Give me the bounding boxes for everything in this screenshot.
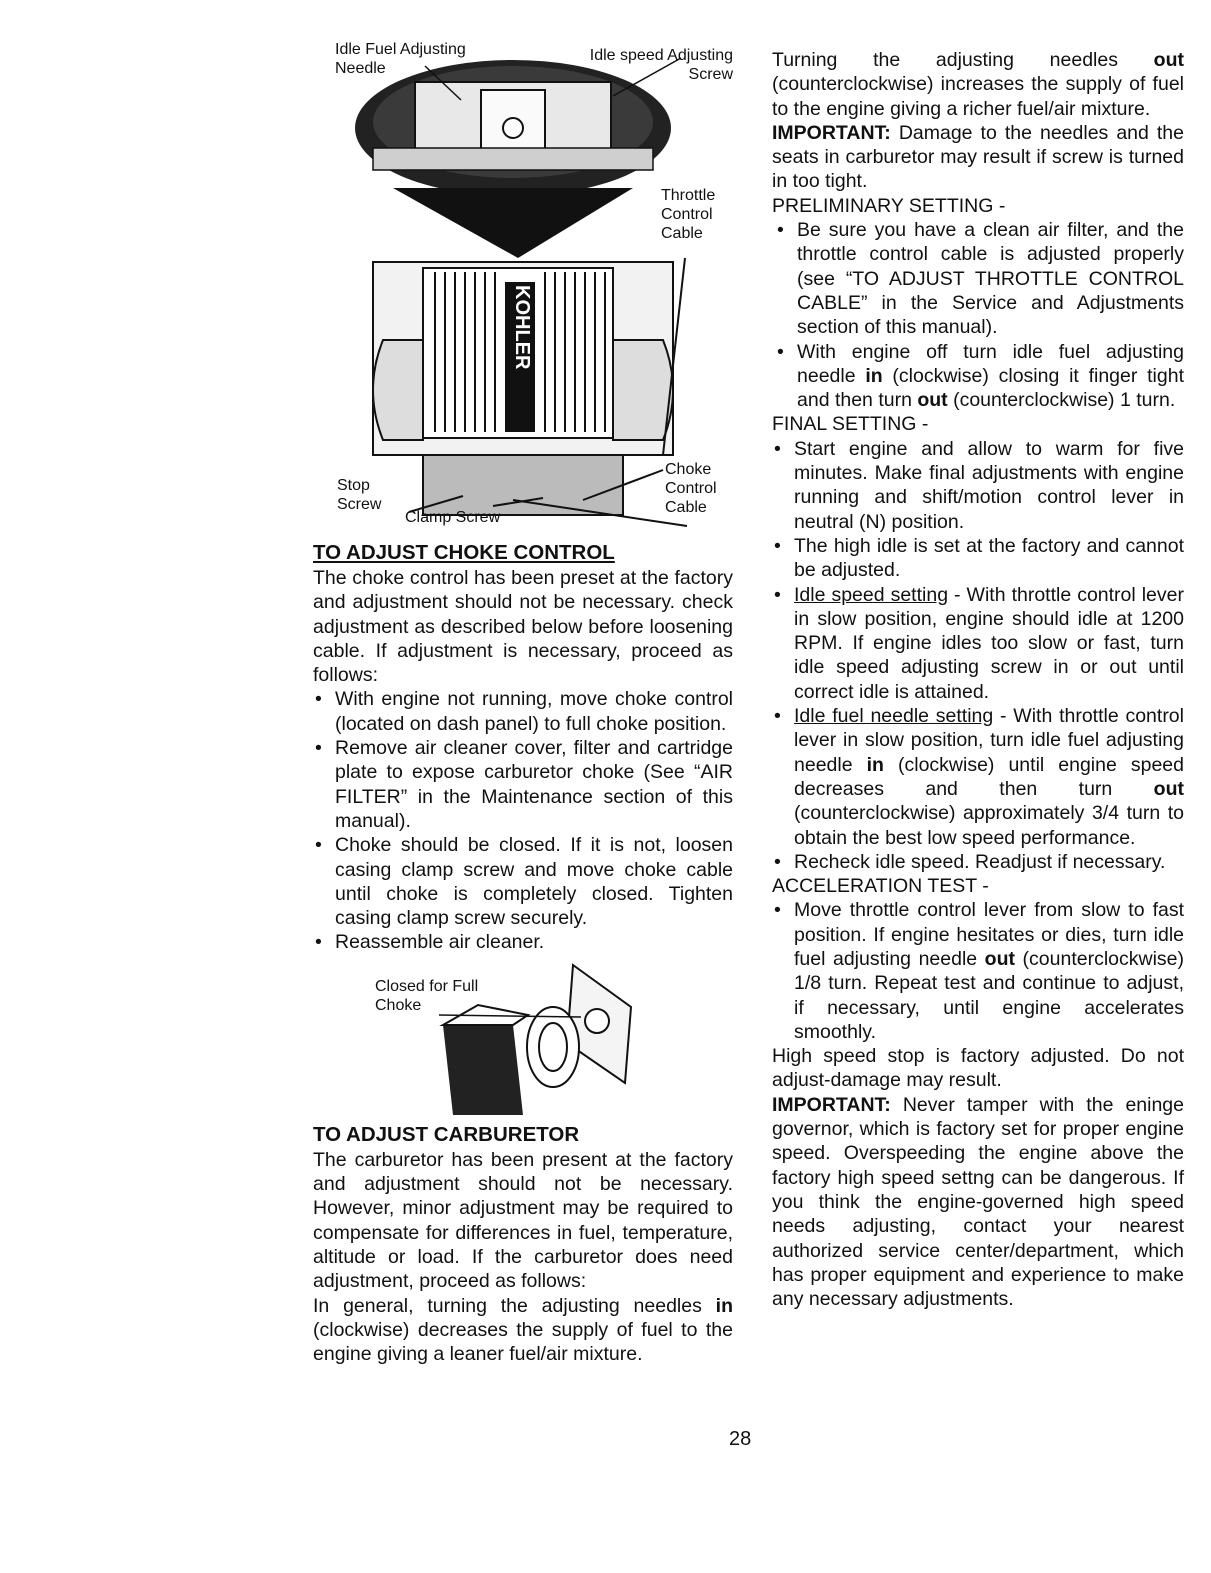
preliminary-step-air-filter: • Be sure you have a clean air filter, and the throttle control cable is adjusted properly (see “TO ADJUST THROTTLE CONTROL CABLE” in the Service and Adjustments section of this manual). — [772, 218, 1184, 339]
important-note-2: IMPORTANT: Never tamper with the eninge governor, which is factory set for proper engine speed. Overspeeding the engine above the factory high speed settng can be dangerous. If you think the engine-governed high speed needs adjusting, contact your nearest authorized service center/department, which has proper equipment and experience to make any necessary adjustments. — [772, 1093, 1184, 1311]
choke-step-4: • Reassemble air cleaner. — [313, 930, 733, 954]
stop-screw-callout: Stop Screw — [337, 477, 382, 513]
idle-fuel-needle-callout: Idle Fuel Adjusting Needle — [335, 41, 466, 77]
final-setting-heading: FINAL SETTING - — [772, 413, 929, 436]
closed-for-full-choke-callout: Closed for Full Choke — [375, 977, 479, 1014]
acceleration-step: • Move throttle control lever from slow to fast position. If engine hesitates or dies, turn idle fuel adjusting needle out (counterclockwise) 1/8 turn. Repeat test and continue to adjust, if necessary, until engine accelerates smoothly. — [772, 898, 1184, 1044]
choke-cable-callout: Choke Control Cable — [665, 461, 717, 516]
final-step-recheck: • Recheck idle speed. Readjust if necessary. — [772, 850, 1184, 874]
important-note-1: IMPORTANT: Damage to the needles and the seats in carburetor may result if screw is turned in too tight. — [772, 121, 1184, 193]
high-speed-note: High speed stop is factory adjusted. Do not adjust-damage may result. — [772, 1045, 1184, 1092]
final-step-idle-fuel: • Idle fuel needle setting - With throttle control lever in slow position, turn idle fuel adjusting needle in (clockwise) until engine speed decreases and then turn out (counterclockwise) approximately 3/4 turn to obtain the best low speed performance. — [772, 704, 1184, 850]
preliminary-setting-heading: PRELIMINARY SETTING - — [772, 194, 1006, 217]
acceleration-test-heading: ACCELERATION TEST - — [772, 875, 989, 898]
choke-intro: The choke control has been preset at the factory and adjustment should not be necessary. check adjustment as described below before loosening cable. If adjustment is necessary, proceed as follows: — [313, 567, 733, 687]
final-step-idle-speed: • Idle speed setting - With throttle control lever in slow position, engine should idle at 1200 RPM. If engine idles too slow or fast, turn idle speed adjusting screw in or out until correct idle is attained. — [772, 583, 1184, 704]
final-step-high-idle: • The high idle is set at the factory and cannot be adjusted. — [772, 534, 1184, 583]
idle-speed-screw-callout: Idle speed Adjusting Screw — [589, 47, 733, 83]
choke-step-3: • Choke should be closed. If it is not, loosen casing clamp screw and move choke cable until choke is completely closed. Tighten casing clamp screw securely. — [313, 833, 733, 930]
choke-step-2: • Remove air cleaner cover, filter and cartridge plate to expose carburetor choke (See “AIR FILTER” in the Maintenance section of this manual). — [313, 736, 733, 833]
right-column — [772, 48, 1184, 1311]
preliminary-step-engine-off: • With engine off turn idle fuel adjusting needle in (clockwise) closing it finger tight and then turn out (counterclockwise) 1 turn. — [772, 340, 1184, 413]
choke-section-heading: TO ADJUST CHOKE CONTROL — [313, 541, 615, 564]
choke-figure — [313, 955, 733, 1120]
throttle-cable-callout: Throttle Control Cable — [661, 187, 716, 242]
page-number: 28 — [729, 1428, 752, 1450]
turning-out-paragraph: Turning the adjusting needles out (counterclockwise) increases the supply of fuel to the engine giving a richer fuel/air mixture. — [772, 49, 1184, 120]
carburetor-in-general: In general, turning the adjusting needles in (clockwise) decreases the supply of fuel to the engine giving a leaner fuel/air mixture. — [313, 1294, 733, 1366]
left-column — [313, 0, 733, 1366]
final-step-warm: • Start engine and allow to warm for five minutes. Make final adjustments with engine running and shift/motion control lever in neutral (N) position. — [772, 437, 1184, 534]
kohler-brand-label: KOHLER — [511, 285, 533, 370]
carburetor-section-heading: TO ADJUST CARBURETOR — [313, 1122, 580, 1146]
clamp-screw-callout: Clamp Screw — [405, 509, 501, 526]
carburetor-intro: The carburetor has been present at the factory and adjustment should not be necessary. However, minor adjustment may be required to compensate for differences in fuel, temperature, altitude or load. If the carburetor does need adjustment, proceed as follows: — [313, 1148, 733, 1293]
choke-step-1: • With engine not running, move choke control (located on dash panel) to full choke position. — [313, 687, 733, 736]
engine-figure — [313, 0, 733, 540]
